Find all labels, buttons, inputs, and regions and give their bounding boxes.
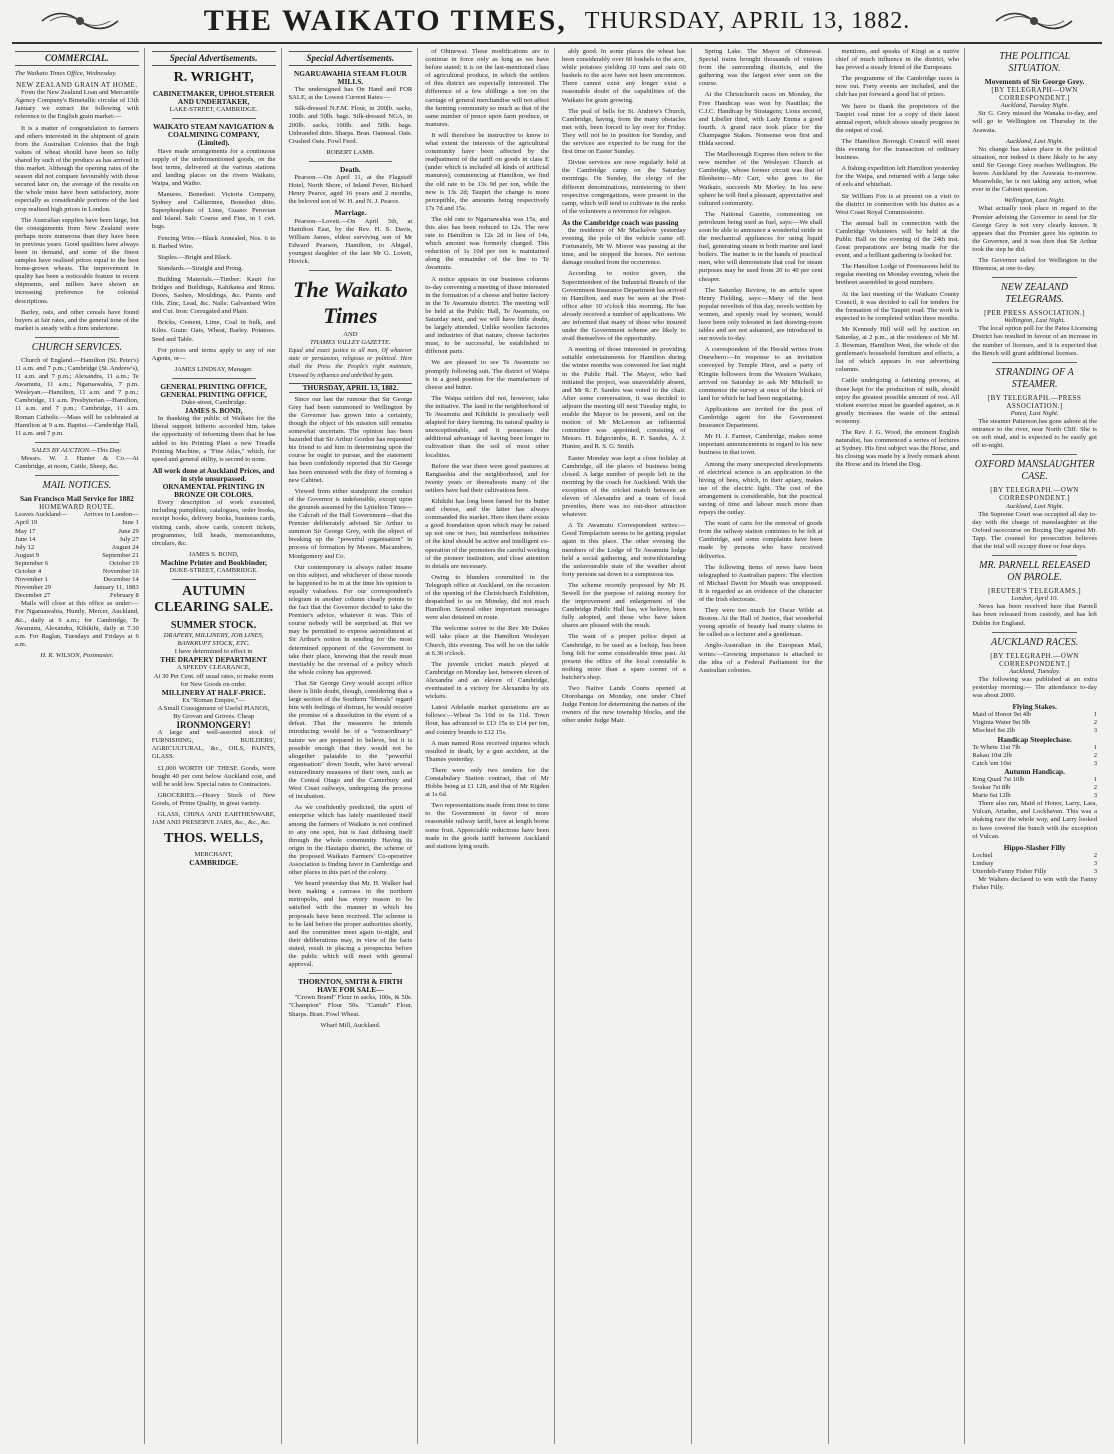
reuter-label: [REUTER'S TELEGRAMS.] [988, 587, 1082, 596]
mail-row-right: October 19 [109, 559, 139, 567]
mail-row-left: October 4 [15, 567, 42, 575]
steam-company-text: Have made arrangements for a continuous supply of the undermentioned goods, on the best terms, delivered at the various stations and landing places on the rivers Waikato, Waipa, and Waiho. [151, 147, 276, 187]
divider [35, 442, 119, 443]
dateline: Auckland, Tuesday Night. [1000, 102, 1069, 110]
paper-subtitle: THAMES VALLEY GAZETTE. [310, 339, 391, 347]
horse-name: Lindsay [972, 859, 994, 867]
horse-name: Marie 6st 12lb [972, 792, 1011, 800]
column-1 [12, 48, 145, 1444]
telegraph-label: [BY TELEGRAPH.—OWN CORRESPONDENT.] [990, 486, 1079, 503]
thousand-text: £1,000 WORTH OF THESE Goods, were bought 40 per cent below Auckland cost, and will be sold low. Special rates to Contractors. [151, 764, 276, 788]
mail-row [15, 592, 139, 600]
divine-services-item: Divine services are now regularly held at the Cambridge camp on the Saturday mornings. On Sunday, the clergy of the different denominations, ministering to their respective congregations, were present in the camp, which will tend to cultivate in the ranks of the volunteers a reverence for religion. [562, 159, 686, 215]
horse-name: Rakau 10st 2lb [972, 751, 1012, 759]
column-3 [286, 48, 419, 1444]
printing-office-heading: GENERAL PRINTING OFFICE, GENERAL PRINTING OFFICE, [160, 381, 267, 399]
horse-name: Te Whetu 11st 7lb [972, 743, 1021, 751]
race-result-row [972, 784, 1097, 792]
printing-office-place: Duke-street, Cambridge. [181, 399, 247, 407]
divider [35, 475, 119, 476]
juvenile-item: The juvenile cricket match played at Cambridge on Monday last, between eleven of Alexandra and an eleven of Cambridge, eventuated in a victory for Alexandra by six wickets. [425, 660, 549, 701]
leader-p2: Viewed from either standpoint the conduct of the Governor is indefensible, except upon the grounds assumed by the Lyttelton Times—the Calcraft of the Hall Government—that the Premier deliberately advised Sir Arthur to summon Sir George Grey, with the object of breaking up the "powerful organisation" in process of formation by Messrs. Macandrew, Montgomery and Co. [288, 487, 413, 560]
cheese-p5: We are pleased to see Te Awamutu so promptly following suit. The district of Waipa is in a good position for the manufacture of cheese and butter. [425, 359, 549, 391]
divider [992, 454, 1077, 455]
mail-row [15, 584, 139, 592]
parnell-heading: MR. PARNELL RELEASED ON PAROLE. [979, 560, 1091, 584]
column-7 [833, 48, 966, 1444]
commercial-p1: From the New Zealand Loan and Mercantile Agency Company's Bimetallic circular of 13th January we extract the following with reference to the English grain market:— [15, 89, 139, 121]
telegraph-label: [BY TELEGRAPH.—PRESS ASSOCIATION.] [987, 393, 1082, 410]
furnishing-text: A large and well-assorted stock of FURNISHING, BUILDERS', AGRICULTURAL, &c., OILS, PAINTS, GLASS. [151, 729, 276, 761]
oscar-item: They were too much for Oscar Wilde at Boston. At the Hall of Justice, that wonderful young apostle of beauty had many claims to be called as a lecturer and a gentleman. [698, 607, 823, 639]
volunteers-ball-item: The annual ball in connection with the Cambridge Volunteers will be held at the Public Hall on the evening of the 24th inst. Great preparations are being made for the event, and a brilliant gathering is looked for. [835, 219, 960, 260]
mail-row-right: January 11, 1883 [93, 584, 139, 592]
sir-william-item: Sir William Fox is at present on a visit to the district in connection with his duties as a West Coast Royal Commissioner. [835, 192, 960, 216]
political-p3: What actually took place in regard to the Premier advising the Governor to send for Sir George Grey is not very clearly known. It appears that the Premier gave his opinion to the Governor, and it was then that Sir Arthur took the step he did. [972, 205, 1097, 253]
horse-name: Utterdelt-Fanny Fisher Filly [972, 868, 1047, 876]
commercial-p2: It is a matter of congratulation to farmers and others interested in the shipment of grain from the Australian Colonies that the high values of wheat should have been so fully shared by such of the produce as has arrived in this market. Although the opening rates of the season did not compare favourably with those secured later on, the average of the results on the whole must have been satisfactory, more especially as considerable portions of the last crop realized high prices in London. [15, 124, 139, 213]
welcome-item: The welcome soiree to the Rev Mr Dukes will take place at the Hamilton Wesleyan Church, this evening. Tea will be on the table at 6.30 o'clock. [425, 625, 549, 657]
mail-row-right: September 21 [102, 551, 139, 559]
bond-signature: JAMES S. BOND, [188, 550, 239, 558]
sales-text: Messrs. W. J. Hunter & Co.—At Cambridge, at noon, Cattle, Sheep, &c. [15, 454, 139, 471]
marlborough-item: The Marlborough Express then refers to the new member of the Wesleyan Church at Cambridge, whose former circuit was that of Blenheim:—Mr Carr, who goes to the Waikato, succeeds Mr Morley. In his new sphere he will find a pleasant, appreciative and cultured community. [698, 151, 823, 207]
programme-item: The programme of the Cambridge races is now out. Forty events are included, and the club has put forward a good list of prizes. [835, 75, 960, 99]
marriage-notice: Pearson—Lovett.—On April 5th, at Hamilton East, by the Rev. H. S. Davis, William James, eldest surviving son of Mr Edward Pearson, Hamilton, to Abigail, youngest daughter of the late Mr G. Lovett, Hovick. [288, 217, 413, 265]
railway-p2: It will therefore be instructive to know to what extent the interests of the agricultural community have been affected by the readjustment of the tariff on goods in class E (under which is included all kinds of artificial manures), commencing at Hamilton, we find the old rate to be 13s 9d per ton, while the new is 13s 2d; Taupiri the change is more perceptible, the amounts being respectively 17s 7d and 15s. [425, 131, 549, 212]
race-result-row [972, 744, 1097, 752]
standards-text: Standards.—Straight and Prong. [157, 264, 244, 272]
pianos-line: A Small Consignment of Useful PIANOS, [157, 704, 270, 712]
speedy-clearance: A SPEEDY CLEARANCE, [176, 664, 251, 672]
mail-row [15, 576, 139, 584]
cattle-item: Cattle undergoing a fattening process, at those kept for the production of milk, should enjoy the greatest possible amount of rest. All violent exercise must be guarded against, as it greatly increases the waste of the animal economy. [835, 377, 960, 425]
mail-row-left: December 27 [15, 592, 51, 600]
race-result-row [972, 711, 1097, 719]
leader-p5: As we confidently predicted, the spirit of enterprise which has lately manifested itself among the farmers of Waikato is not confined to any one spot, but is fast diffusing itself through the whole community. Having its origin in the Hautapu district, the scheme of the proposed Waikato Farmers' Co-operative Association is finding favor in Cambridge and other places in this part of the colony. [288, 804, 413, 877]
commercial-p4: Barley, oats, and other cereals have found buyers at fair rates, and the general tone of the market is steady with a firm undertone. [15, 308, 139, 332]
telegrams-p5: The local option poll for the Patea Licensing District has resulted in favour of an increase in the number of licenses, and it is expected that the Bench will grant additional licenses. [972, 325, 1097, 357]
divider [172, 118, 256, 119]
masthead-date: THURSDAY, APRIL 13, 1882. [584, 7, 911, 34]
thanks-item: We have to thank the proprietors of the Taupiri coal mine for a copy of their latest annual report, which shows steady progress in the output of coal. [835, 102, 960, 134]
mail-row-left: September 6 [15, 559, 49, 567]
race-result-row [972, 860, 1097, 868]
paper-motto: Equal and exact justice to all men, Of whatever state or persuasion, religious or political. Here shall the Press the People's right maintain, Unawed by influence and unbribed by gain. [288, 348, 413, 379]
anglo-australian-item: Anglo-Australian in the European Mail, writes:—Growing importance is attached to the idea of a Federal Parliament for the Australian colonies. [698, 642, 823, 674]
flour-mills-heading: NGARUAWAHIA STEAM FLOUR MILLS. [293, 69, 407, 87]
divider [992, 277, 1077, 278]
fishing-item: A fishing expedition left Hamilton yesterday for the Waipa, and returned with a large take of eels and whitebait. [835, 165, 960, 189]
manned-item: A man named Ross received injuries which resulted in death, by a gun accident, at the Thames yesterday. [425, 739, 549, 763]
divider [35, 337, 119, 338]
wells-place: CAMBRIDGE. [189, 858, 238, 868]
mail-row [15, 544, 139, 552]
dateline: Patea, Last Night. [1010, 409, 1059, 417]
race-result-row [972, 852, 1097, 860]
roman-empire-line: Ex "Roman Empire,"— [182, 696, 245, 704]
every-description: Every description of work executed, including pamphlets, catalogues, order books, receipt books, delivery books, business cards, visiting cards, show cards, concert tickets, programmes, bill heads, memorandums, circulars, &c. [151, 499, 276, 547]
grain-yield-item: ably good. In some places the wheat has been considerably over 60 bushels to the acre, while potatoes yielding 10 tons and oats 60 bushels to the acre have not been uncommon. There cannot exist any longer exist a reasonable doubt of the capabilities of the Waikato for grain growing. [562, 48, 686, 104]
groceries-text: GROCERIES.—Heavy Stock of New Goods, of Prime Quality, in great variety. [151, 791, 276, 807]
commercial-office: The Waikato Times Office, Wednesday. [15, 70, 117, 77]
placing: 3 [1093, 859, 1097, 867]
leader-p1: Since our last the rumour that Sir George Grey had been summoned to Wellington by the Governor has grown into a certainty, though the object of his mission still remains somewhat uncertain. The opinion has been hazarded that Sir Arthur Gordon has requested his friend to aid him in determining upon the course he ought to pursue, and the statement has been confidently reported that Sir George has been entrusted with the duty of forming a new Cabinet. [288, 395, 413, 484]
political-p2: No change has taken place in the political situation, nor indeed is there likely to be any until Sir George Grey reaches Wellington. He leaves Auckland by the Arawata to-morrow. Meanwhile, he is not taking any action, what ever in the Cabinet question. [972, 145, 1097, 194]
column-2 [149, 48, 282, 1444]
nz-telegrams-heading: NEW ZEALAND TELEGRAMS. [1001, 282, 1069, 306]
placing: 2 [1093, 784, 1097, 792]
mail-row-left: November 29 [15, 584, 52, 592]
bond-text: In thanking the public of Waikato for the liberal support hitherto accorded him, takes the opportunity of informing them that he has added to his Printing Plant a new Treadle Printing Machine, a "Fine Atlas," which, for speed and general utility, is second to none. [151, 415, 276, 463]
races-p9: The following was published at an extra yesterday morning:— The attendance to-day was about 2000. [972, 675, 1097, 700]
mail-row-right: June 29 [118, 527, 139, 535]
autumn-handicap-heading: Autumn Handicap. [1004, 766, 1066, 776]
national-gazette-item: The National Gazette, commenting on petroleum being used as fuel, says:—We shall soon be able to announce a wonderful stride in the mechanical appliances for using liquid fuel, generating steam in both marine and land boilers. The matter is in the hands of practical men, who will demonstrate that coal for steam purposes may be used from 20 to 40 per cent cheaper. [698, 210, 823, 283]
column-5 [559, 48, 692, 1444]
staples-text: Staples.—Bright and Black. [157, 253, 232, 261]
mail-row-left: August 9 [15, 551, 39, 559]
paper-title: The Waikato Times [293, 277, 408, 329]
mail-row-right: December 14 [103, 576, 139, 584]
mail-row-left: April 19 [15, 519, 38, 527]
walters-item: Mr Walters declared to win with the Fanny Fisher Filly. [972, 876, 1097, 892]
wright-trade: CABINETMAKER, UPHOLSTERER AND UNDERTAKER, [152, 89, 275, 107]
freemasons-item: The Hamilton Lodge of Freemasons held its regular meeting on Monday evening, when the brethren assembled in good numbers. [835, 263, 960, 287]
borough-item: The Hamilton Borough Council will meet this evening for the transaction of ordinary business. [835, 137, 960, 162]
saturday-review-item: The Saturday Review, in an article upon Henry Fielding, says:—Many of the best popular novelists of this day, novels written by women, and openly read by women, would have been only tolerated in fast drawing-room tables and are not ashamed, are introduced in our novels to-day. [698, 286, 823, 343]
correspondent-item: A correspondent of the Herald writes from Onewhero:—In response to an invitation conveyed by Temple Hirst, and a party of Kingite followers from the Western Waikato, arrived on Saturday to ask Mr Mitchell to commence the survey at once of the block of land for which he had been negotiating. [698, 346, 823, 402]
easter-item: Easter Monday was kept a close holiday at Cambridge, all the places of business being closed. A large number of people left in the morning by the coach for Auckland. With the exception of the cricket match between an eleven of Alexandra and a team of local juveniles, there was no out-door attraction whatever. [562, 454, 686, 519]
tenders-item-2: Two representations made from time to time to the Government in favor of more reasonable railway tariff, have at length borne some fruit. Appreciable reductions have been made in the goods tariff between Auckland and stations lying south. [425, 802, 549, 850]
mail-row-left: June 14 [15, 535, 36, 543]
commercial-heading: COMMERCIAL. [15, 51, 139, 66]
race-result-row [972, 752, 1097, 760]
steam-company-name: WAIKATO STEAM NAVIGATION & COALMINING COMPANY, (Limited). [153, 122, 275, 148]
paper-and: AND [343, 331, 358, 339]
oxford-heading: OXFORD MANSLAUGHTER CASE. [974, 459, 1095, 483]
divider [172, 378, 256, 379]
farmer-item: Mr H. J. Farmer, Cambridge, makes some important announcements in regard to his new business in that town. [698, 433, 823, 457]
horse-name: King Quail 7st 10lb [972, 776, 1025, 783]
race-result-row [972, 719, 1097, 727]
lindsay-signature: JAMES LINDSAY, Manager. [174, 365, 253, 373]
divider [172, 579, 256, 580]
commercial-p3: The Australian supplies have been large, but the consignments from New Zealand were perhaps more numerous than they have been in previous years. Good qualities have always been in demand, and some of the finest samples have realised prices equal to the best home-grown wheats. The improvement in quality has been a noticeable feature in recent shipments, and millers have shown an increasing preference for colonial descriptions. [15, 216, 139, 305]
entertainments-item: A meeting of those interested in providing suitable entertainments for Hamilton during the winter months was convened for last night in the Public Hall. The Mayor, who had initiated the project, was unavoidably absent, and Mr R. F. Sandes was voted to the chair. After some conversation, it was decided to adjourn the meeting till next Tuesday night, to enable the Mayor to be present, and on the motion of Mr McLernon an influential committee was appointed, consisting of Messrs. H. Edgecumbe, R. F. Sandes, A. J. Hunter, and R. S. G. Smith. [562, 346, 686, 451]
ironmongery-heading: IRONMONGERY! [176, 720, 251, 731]
mail-row-right: February 8 [110, 592, 139, 600]
horse-name: Lochiel [972, 851, 993, 859]
wells-merchant: MERCHANT, [194, 851, 233, 859]
scheme-item: The scheme recently proposed by Mr H. Sewell for the purpose of raising money for the improvement and enlargement of the Cambridge Public Hall has, we believe, been fully adopted, and those who have taken shares are pleased with the result. [562, 581, 686, 630]
marriage-heading: Marriage. [334, 208, 367, 218]
mail-row-right: June 1 [121, 519, 139, 527]
mail-row [15, 511, 139, 519]
millinery-line: MILLINERY AT HALF-PRICE. [161, 687, 266, 697]
ornamental-printing: ORNAMENTAL PRINTING IN BRONZE OR COLORS. [162, 482, 265, 500]
placing: 3 [1093, 868, 1097, 876]
placing: 2 [1093, 751, 1097, 759]
flying-stakes-heading: Flying Stakes. [1012, 702, 1057, 712]
races-item: At the Christchurch races on Monday, the Free Handicap was won by Nautilus; the C.J.C. Handicap by Stratagem; Lions second, and Libeller third, with Lady Emma a good fourth. A grand race took place for the Champagne Stakes. Nonsense won first and Hilda second. [698, 91, 823, 148]
dateline: Auckland, Last Night. [1005, 137, 1064, 145]
rev-wood-item: The Rev. J. G. Wood, the eminent English naturalist, has commenced a series of lectures at Sydney. His first subject was the Horse, and his closing was made by a lively remark about the Horse and its friend the Dog. [835, 429, 960, 469]
machine-place: DUKE-STREET, CAMBRIDGE. [169, 566, 258, 574]
hippo-heading: Hippo-Slasher Filly [1003, 842, 1066, 852]
political-subheading: Movements of Sir George Grey. [984, 77, 1085, 86]
electrical-item: Among the many unexpected developments of electrical science is an application to the hiving of bees, which, in their apiary, makes use of the electric light. The cost of the arrangement is considerable, but the practical saving of time and labour much more than repays the outlay. [698, 460, 823, 517]
masthead-title: THE WAIKATO TIMES, [203, 3, 567, 37]
placing: 1 [1093, 711, 1097, 719]
mail-route-label: HOMEWARD ROUTE. [39, 503, 115, 512]
building-text: Building Materials.—Timber: Kauri for Bridges and Buildings, Kahikatea and Rimu. Doors, Sashes, Mouldings, &c. Paints and Oils. Zinc, Lead, &c. Nails: Galvanised Wire and Cut. Iron: Corrugated and Plain. [151, 275, 276, 316]
parnell-p8: News has been received here that Parnell has been released from custody, and has left Dublin for England. [972, 603, 1097, 627]
special-ads-heading: Special Advertisements. [289, 51, 413, 66]
steeplechase-heading: Handicap Steeplechase. [997, 734, 1072, 744]
leader-p3: Our contemporary is always rather insane on this subject, and whichever of these moods he happened to be in at the time his opinion is equally valueless. For our correspondent's telegram in another column clearly points to the fact that the Governor decided to take the Premier's advice, whatever it was. This of course nobody will be surprised at. But we may be permitted to express astonishment at Sir Arthur's notion in sending for the most determined opponent of the Government to take their place, knowing that the result must inevitably be the reversal of a policy which the whole colony has approved. [288, 563, 413, 676]
placing: 3 [1093, 759, 1097, 767]
te-awamutu-item: A Te Awamutu Correspondent writes:—Good Templarism seems to be getting popular again in this place. The other evening the members of the Lodge of Te Awamutu lodge held a social gathering, and notwithstanding the unfavourable state of the weather about forty persons sat down to a sumptuous tea. [562, 522, 686, 578]
church-heading: CHURCH SERVICES. [31, 341, 123, 353]
mail-row [15, 519, 139, 527]
mail-row-right: November 16 [102, 567, 139, 575]
political-p4: The Governor sailed for Wellington in the Hinemoa, at one to-day. [972, 256, 1097, 273]
coach-item: the residence of Mr Mackelvie yesterday evening, the pole of the vehicle came off. Fortunately, Mr W. Moore was passing at the time, and he stopped the horses. No serious damage resulted from the occurrence. [562, 226, 686, 267]
drapery-line: DRAPERY, MILLINERY, JOB LINES, BANKRUPT STOCK, ETC. [163, 632, 264, 648]
political-p1: Sir G. Grey missed the Wanaka to-day, and will go to Wellington on Thursday in the Arawata. [972, 110, 1097, 134]
drapery-department: THE DRAPERY DEPARTMENT [160, 655, 267, 665]
thornton-place: Wharf Mill, Auckland. [320, 1021, 381, 1029]
mail-subheading: San Francisco Mail Service for 1882 [19, 494, 134, 504]
horse-name: Mischief 8st 2lb [972, 727, 1016, 735]
mail-heading: MAIL NOTICES. [42, 480, 112, 492]
mail-table [15, 511, 139, 600]
divider [309, 270, 393, 271]
placing: 1 [1093, 776, 1097, 783]
carts-item: The want of carts for the removal of goods from the railway station continues to be felt at Cambridge, and some complaints have been made by persons who have received deliveries. [698, 520, 823, 560]
mail-row [15, 528, 139, 536]
oxford-p7: The Supreme Court was occupied all day to-day with the charge of manslaughter at the Oxford racecourse on Boxing Day against Mr. Tapp. The counsel for prosecution believes that the trial will occupy three or four days. [972, 510, 1097, 551]
mail-row [15, 568, 139, 576]
telegraph-label: [BY TELEGRAPH—OWN CORRESPONDENT.] [991, 86, 1078, 103]
flour-list: Silk-dressed N.F.M. Flour, in 200lb. sacks, 100lb. and 50lb. bags. Silk-dressed NGA, in 200lb. sacks, 100lb. and 50lb. bags. Unbranded ditto. Sharps. Bran. Oatmeal. Oats. Crushed Oats. Fowl Feed. [288, 105, 413, 145]
county-council-item: At the last meeting of the Waikato County Council, it was decided to call for tenders for the formation of the Taupiri road. The work is expected to be completed within three months. [835, 290, 960, 322]
mail-row-right: July 27 [119, 535, 139, 543]
mail-row-left: July 12 [15, 543, 35, 551]
police-depot-item: The want of a proper police depot at Cambridge, to be used as a lockup, has been long felt for some considerable time past. At present the office of the local constable is nothing more than a spare corner of a butcher's shop. [562, 633, 686, 681]
masthead-ornament-right [994, 4, 1074, 38]
horse-name: Soukar 7st 8lb [972, 784, 1011, 792]
mail-row [15, 552, 139, 560]
divider [992, 555, 1077, 556]
lamb-signature: ROBERT LAMB. [326, 148, 375, 156]
machine-printer: Machine Printer and Bookbinder, [160, 557, 267, 567]
davitt-item: The following items of news have been telegraphed to Australian papers: The election of Michael Davitt for Meath was unopposed. It is regarded as an evidence of the character of the Irish electorate. [698, 563, 823, 603]
dateline: Auckland, Tuesday. [1009, 667, 1061, 675]
bond-text-2: All work done at Auckland Prices, and in style unsurpassed. [152, 465, 275, 483]
wright-place: LAKE-STREET, CAMBRIDGE. [169, 106, 258, 114]
leader-p4: That Sir George Grey would accept office there is little doubt, though, considering that a large section of the Southern "liberals" regard him with feelings of distrust, he would receive the promise of a dissolution in the event of a defeat. That the measures he intends introducing would be of a "extraordinary" nature we are prepared to believe, but it is possible enough that they would not be altogether palatable to the "powerful organisation" down South, who have several extraordinary measures of their own, such as the Central Otago and the Canterbury and West Coast railways, undergoing the process of incubation. [288, 679, 413, 801]
placing: 2 [1093, 719, 1097, 727]
fencing-text: Fencing Wire.—Black Annealed, Nos. 6 to 8. Barbed Wire. [151, 234, 276, 250]
auction-item: Mr Kennedy Hill will sell by auction on Saturday, at 2 p.m., at the residence of Mr M. J. Bowman, Hamilton West, the whole of the gentleman's household furniture and effects, a list of which appears in our advertising columns. [835, 325, 960, 374]
grain-subheading: NEW ZEALAND GRAIN AT HOME. [16, 81, 138, 90]
races-p10: There also ran, Maid of Honor, Larry, Lara, Vulcan, Ariadne, and Lockhaven. This was a shaking race the whole way, and Larry looked to have covered the bunch with the exception of Vulcan. [972, 800, 1097, 840]
mail-row [15, 536, 139, 544]
railway-p1: of Ohinewai. These modifications are to continue in force only as long as we have before stated; it is on the last-mentioned class of agricultural produce, in which the settlers of this district are especially interested. The difference of a few shillings a ton on the carriage of general merchandise will not affect the farming community so much as that of the same number of pence upon farm produce, or manures. [425, 48, 549, 128]
discount-line: At 30 Per Cent. off usual rates, to make room for New Goods on order. [153, 672, 274, 688]
thornton-list: "Crown Brand" Flour in sacks, 100s, & 50s. "Champion" Flour 50s. "Cantab" Flour. Sharps. Bran. Fowl Wheat. [288, 994, 413, 1018]
wright-name: R. WRIGHT, [173, 70, 254, 85]
mail-row-left: Leaves Auckland— [15, 511, 68, 519]
placing: 1 [1093, 743, 1097, 751]
placing: 2 [1093, 851, 1097, 859]
race-result-row [972, 792, 1097, 800]
church-services: Church of England.—Hamilton (St. Peter's) 11 a.m. and 7 p.m.; Cambridge (St. Andrew's), 11 a.m. and 7 p.m.; Alexandra, 11 a.m.; Te Awamutu, 11 a.m.; Ngaruawahia, 7 p.m. Wesleyan.—Hamilton, 11 a.m. and 7 p.m.; Cambridge, 11 a.m. Presbyterian.—Hamilton, 11 a.m. and 7 p.m.; Cambridge, 11 a.m. Roman Catholic.—Mass will be celebrated at Hamilton at 9 a.m. Baptist.—Cambridge Hall, 11 a.m. and 7 p.m. [15, 356, 139, 437]
mail-row-right: August 24 [111, 543, 139, 551]
mail-row-left: November 1 [15, 576, 48, 584]
cheese-p8: Kihikihi has long been famed for its butter and cheese, and the latter has always commanded the market. Here then there exists a good foundation upon which may be raised up not one or two, but numberless industries of the kind should be active and intelligent co-operation of the promoters the careful working of the pioneer institution, and close attention to details are necessary. [425, 497, 549, 570]
placing: 3 [1093, 727, 1097, 735]
summer-stock: SUMMER STOCK. [170, 620, 257, 632]
stranding-heading: STRANDING OF A STEAMER. [995, 366, 1074, 390]
bond-name: JAMES S. BOND, [184, 406, 243, 416]
stranding-p6: The steamer Patterson has gone ashore at the entrance to the river, near North Cliff. She is on soft mud, and is expected to be easily got off to-night. [972, 418, 1097, 450]
makers-line: By Grovan and Groves. Cheap [173, 713, 255, 720]
determined-line: I have determined to effect in [174, 648, 253, 656]
horse-name: Maid of Honor 9st 4lb [972, 711, 1032, 719]
mail-row [15, 560, 139, 568]
divider [992, 632, 1077, 633]
dateline: London, April 10. [1011, 595, 1059, 603]
horse-name: Catch 'em 10st [972, 759, 1012, 767]
masthead-rule [12, 42, 1102, 44]
column-6 [696, 48, 829, 1444]
columns [12, 48, 1102, 1444]
mail-row-right: Arrives in London— [83, 511, 139, 519]
railway-p3: The old rate to Ngaruawahia was 15s, and this also has been reduced to 12s. The new rate to Hamilton is 12s 2d in lieu of 14s, which amount was formerly charged. This reduction of 1s 10d per ton is maintained along the remainder of the line to Te Awamutu. [425, 215, 549, 272]
placing: 3 [1093, 792, 1097, 800]
native-lands-item: Two Native Lands Courts opened at Otorohanga on Monday, one under Chief Judge Fenton for determining the names of the owners of the new township blocks, and the other under Judge Mair. [562, 685, 686, 725]
applications-item: Applications are invited for the post of Cambridge agent for the Government Insurance Department. [698, 405, 823, 430]
dateline: Wellington, Last Night. [1004, 317, 1066, 325]
coach-item-lead: As the Cambridge coach was passing [562, 217, 679, 227]
column-8 [969, 48, 1102, 1444]
insurance-item: According to notice given, the Superintendent of the Industrial Branch of the Government Insurance Department has arrived in Hamilton, and may be seen at the Post-office after 10 o'clock this morning. He has already received a number of applications. We are informed that many of those who insured under the Government scheme are likely to avail themselves of the opportunity. [562, 270, 686, 343]
political-heading: THE POLITICAL SITUATION. [999, 51, 1071, 74]
divider [309, 973, 393, 974]
dateline: Wellington, Last Night. [1004, 197, 1066, 205]
glass-text: GLASS, CHINA AND EARTHENWARE, JAM AND PRESERVE JARS, &c., &c., &c. [151, 811, 276, 827]
telegraph-label: [BY TELEGRAPH.—OWN CORRESPONDENT.] [990, 651, 1079, 668]
masthead [0, 0, 1114, 42]
spring-lake-item: Spring Lake. The Mayor of Ohinewai. Special trains brought thousands of visitors from the surrounding districts, and the gathering was the largest ever seen on the course. [698, 48, 823, 88]
flour-text: The undersigned has On Hand and FOR SALE, at the Lowest Current Rates:— [288, 86, 413, 102]
latest-item: Latest Adelaide market quotations are as follows:—Wheat 5s 10d to 6s 11d. Town flour, has advanced to £13 15s to £14 per ton, and country brands to £12 15s. [425, 704, 549, 736]
races-heading: AUCKLAND RACES. [991, 636, 1079, 648]
death-heading: Death. [340, 164, 361, 174]
blunders-item: Owing to blunders committed in the Telegraph office at Auckland, on the occasion of the opening of the Christchurch Exhibition, despatched to us on Monday, did not reach Hamilton. Several other important messages were also detained en route. [425, 573, 549, 622]
issue-date: THURSDAY, APRIL 13, 1882. [289, 383, 413, 393]
kingi-item: mentions, and speaks of Kingi as a native chief of much influence in the district, who has proved a steady friend of the Europeans. [835, 48, 960, 72]
sales-heading: SALES BY AUCTION.—This Day. [31, 446, 122, 454]
mail-note: Mails will close at this office as under:—For Ngaruawahia, Huntly, Mercer, Auckland, &c., daily at 6 a.m.; for Cambridge, Te Awamutu, Alexandra, Kihikihi, daily at 7.30 a.m. For Raglan, Tuesdays and Fridays at 6 a.m. [15, 600, 139, 648]
bricks-text: Bricks, Cement, Lime, Coal in bulk, and Kilns. Grain: Oats, Wheat, Barley. Potatoes. Seed and Table. [151, 319, 276, 343]
wells-name: THOS. WELLS, [164, 831, 264, 847]
divider [992, 362, 1077, 363]
dateline: Auckland, Last Night. [1005, 502, 1064, 510]
divider [309, 161, 393, 162]
race-result-row [972, 776, 1097, 784]
press-label: [PER PRESS ASSOCIATION.] [984, 309, 1086, 318]
race-result-row [972, 868, 1097, 876]
autumn-sale-heading: AUTUMN CLEARING SALE. [154, 584, 274, 616]
special-ads-heading: Special Advertisements. [152, 51, 276, 66]
mail-row-left: May 17 [15, 527, 36, 535]
horse-name: Virginia Water 9st 9lb [972, 719, 1031, 727]
cheese-p7: Before the war there were good pastures at Rangiaohia and the neighborhood, and for twenty years or thereabouts many of the settlers have had their cultivations here. [425, 462, 549, 494]
postmaster-signature: H. R. WILSON, Postmaster. [40, 651, 114, 659]
leader-p6: We heard yesterday that Mr. H. Walker had been making a canvass in the northern metropolis, and has every reason to be satisfied with the manner in which his proposals have been received. The scheme is to be laid before the proper authorities shortly, and the committee meet again to-night, and their deliberations may, in view of the facts stated, result in placing a prospectus before the public which will meet with general approval. [288, 880, 413, 969]
thornton-heading: THORNTON, SMITH & FIRTH HAVE FOR SALE— [298, 977, 403, 995]
manures-text: Manures. Bonedust: Victoria Company, Sydney and Calltermen, Bonedust ditto. Superphosphate of Lime, Guano: Peruvian and Island. Salt: Coarse and Fine, in 1 cwt. bags. [151, 191, 276, 231]
cheese-p4: A notice appears in our business columns to-day convening a meeting of those interested in the formation of a cheese and butter factory in the Te Awamutu district. The meeting will be held at the Public Hall, Te Awamutu, on Saturday next, and we will have little doubt, be largely attended. Unlike woollen factories and industries of that nature, cheese factories must, to be successful, be established in different parts. [425, 275, 549, 356]
prices-note: For prices and terms apply to any of our Agents, or— [151, 346, 276, 362]
death-notice: Pearson.—On April 11, at the Flagstaff Hotel, North Shore, of Inland Fever, Richard Henry Pearce, aged 16 years and 2 months, the beloved son of W. H. and N. J. Pearce. [288, 174, 413, 206]
column-4 [422, 48, 555, 1444]
cheese-p6: The Waipa settlers did not, however, take the initiative. The land in the neighborhood of Te Awamutu and Kihikihi is peculiarly well adapted for dairy farming. Its natural quality is unexceptionable, and it possesses the additional advantage of having been longer in cultivation than the soil of most other localities. [425, 394, 549, 459]
tenders-item: There were only two tenders for the Constabulary Station contract, that of Mr Hobbs being at £1 128, and that of Mr Rigden at 1s 6d. [425, 766, 549, 799]
bells-item: The peal of bells for St. Andrew's Church, Cambridge, having, from the many obstacles met with, been forced to lay over for Friday. They will not be in position for Sunday, and the services are expected to be rung for the first time on Easter Sunday. [562, 107, 686, 156]
